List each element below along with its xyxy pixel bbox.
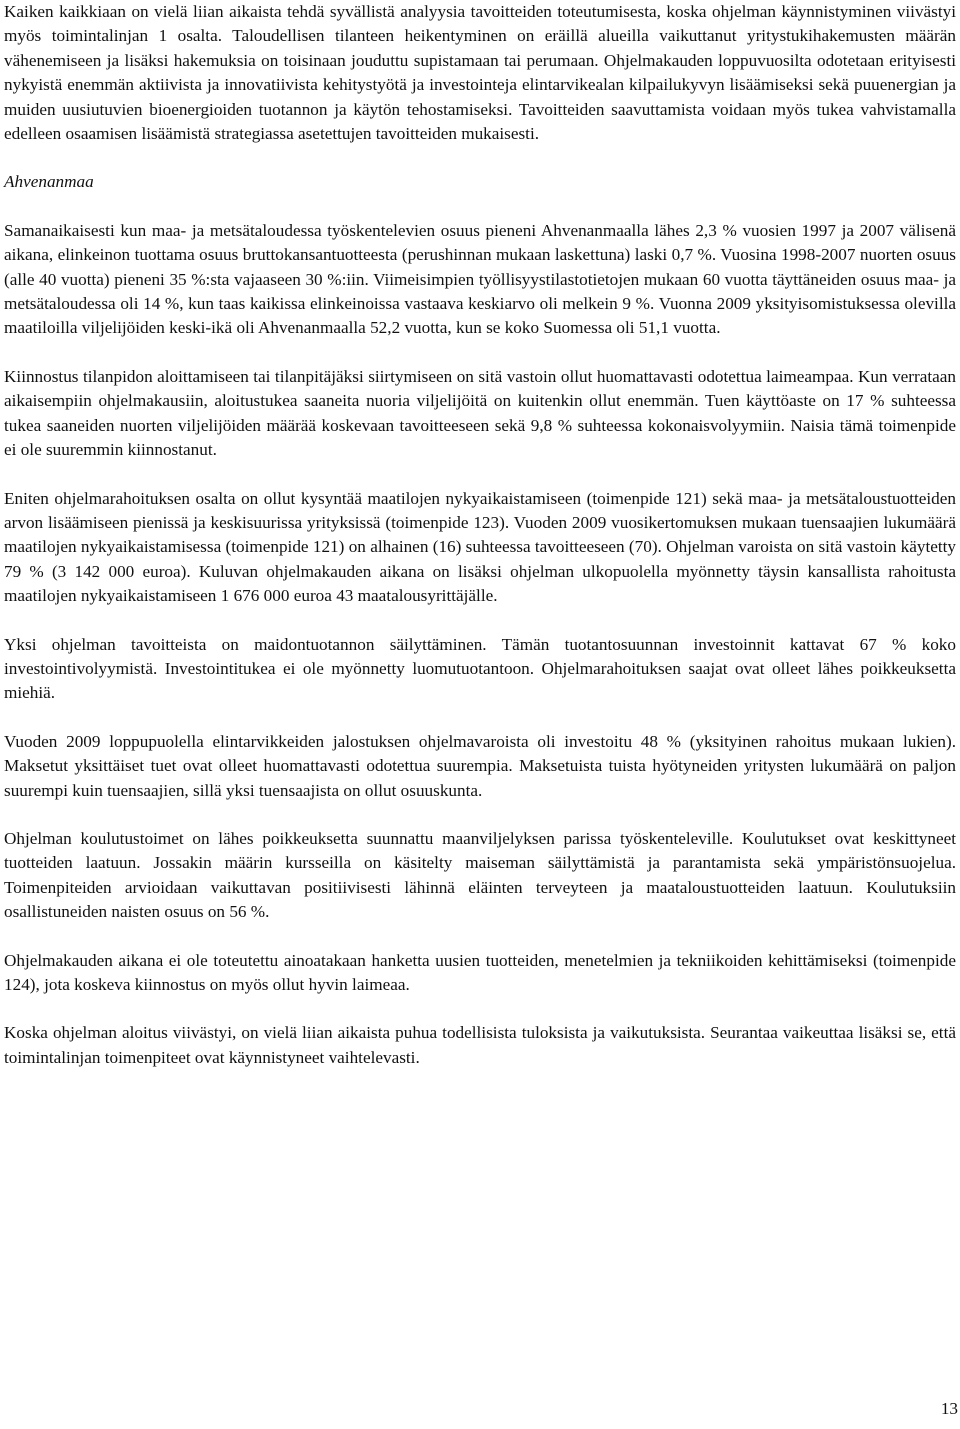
page-number: 13 <box>940 1399 958 1418</box>
paragraph-employment-trends: Samanaikaisesti kun maa- ja metsätaloudessa työskentelevien osuus pieneni Ahvenanmaalla lähes 2,3 % vuosien 1997 ja 2007 välisenä aikana, elinkeinon tuottama osuus bruttokansantuotteesta (perushinnan mukaan laskettuna) laski 0,7 %. Vuosina 1998-2007 nuorten osuus (alle 40 vuotta) pieneni 35 %:sta vajaaseen 30 %:iin. Viimeisimpien työllisyystilastotietojen mukaan 60 vuotta täyttäneiden osuus maa- ja metsätaloudessa oli 14 %, kun taas kaikissa elinkeinoissa vastaava keskiarvo oli melkein 9 %. Vuonna 2009 yksityisomistuksessa olevilla maatiloilla viljelijöiden keski-ikä oli Ahvenanmaalla 52,2 vuotta, kun se koko Suomessa oli 51,1 vuotta. <box>4 220 956 338</box>
paragraph-young-farmers: Kiinnostus tilanpidon aloittamiseen tai tilanpitäjäksi siirtymiseen on sitä vastoin ollut huomattavasti odotettua laimeampaa. Kun verrataan aikaisempiin ohjelmakausiin, aloitustukea saaneita nuoria viljelijöitä on kuitenkin ollut enemmän. Tuen käyttöaste on 17 % suhteessa tukea saaneiden nuorten viljelijöiden määrää koskevaan tavoitteeseen sekä 9,8 % suhteessa kokonaisvolyymiin. Naisia tämä toimenpide ei ole suuremmin kiinnostanut. <box>4 366 956 460</box>
section-heading-ahvenanmaa: Ahvenanmaa <box>4 172 94 192</box>
paragraph-innovation-projects: Ohjelmakauden aikana ei ole toteutettu ainoatakaan hanketta uusien tuotteiden, menetelmien ja tekniikoiden kehittämiseksi (toimenpide 124), jota koskeva kiinnostus on myös ollut hyvin laimeaa. <box>4 950 956 994</box>
paragraph-conclusion: Koska ohjelman aloitus viivästyi, on vielä liian aikaista puhua todellisista tuloksista ja vaikutuksista. Seurantaa vaikeuttaa lisäksi se, että toimintalinjan toimenpiteet ovat käynnistyneet vaihtelevasti. <box>4 1023 956 1067</box>
paragraph-dairy-production: Yksi ohjelman tavoitteista on maidontuotannon säilyttäminen. Tämän tuotantosuunnan investoinnit kattavat 67 % koko investointivolyymistä. Investointitukea ei ole myönnetty luomutuotantoon. Ohjelmarahoituksen saajat ovat olleet lähes poikkeuksetta miehiä. <box>4 634 956 703</box>
document-page <box>4 0 956 1070</box>
paragraph-intro-summary: Kaiken kaikkiaan on vielä liian aikaista tehdä syvällistä analyysia tavoitteiden toteutumisesta, koska ohjelman käynnistyminen viivästyi myös toimintalinjan 1 osalta. Taloudellisen tilanteen heikentyminen on eräillä alueilla vaikuttanut yritystukihakemusten määrän vähenemiseen ja lisäksi hakemuksia on toisinaan jouduttu supistamaan tai perumaan. Ohjelmakauden loppuvuosilta odotetaan erityisesti nykyistä enemmän aktiivista ja innovatiivista kehitystyötä ja investointeja elintarvikealan kilpailukyvyn lisäämiseksi sekä puuenergian ja muiden uusiutuvien bioenergioiden tuotannon ja käytön tehostamiseksi. Tavoitteiden saavuttamista voidaan myös tukea vahvistamalla edelleen osaamisen lisäämistä strategiassa asetettujen tavoitteiden mukaisesti. <box>4 2 956 144</box>
paragraph-funding-demand: Eniten ohjelmarahoituksen osalta on ollut kysyntää maatilojen nykyaikaistamiseen (toimenpide 121) sekä maa- ja metsätaloustuotteiden arvon lisäämiseen pienissä ja keskisuurissa yrityksissä (toimenpide 123). Vuoden 2009 vuosikertomuksen mukaan tuensaajien lukumäärä maatilojen nykyaikaistamisessa (toimenpide 121) on alhainen (16) suhteessa tavoitteeseen (70). Ohjelman varoista on sitä vastoin käytetty 79 % (3 142 000 euroa). Kuluvan ohjelmakauden aikana on lisäksi ohjelman ulkopuolella myönnetty täysin kansallista rahoitusta maatilojen nykyaikaistamiseen 1 676 000 euroa 43 maatalousyrittäjälle. <box>4 488 956 606</box>
paragraph-training-actions: Ohjelman koulutustoimet on lähes poikkeuksetta suunnattu maanviljelyksen parissa työskenteleville. Koulutukset ovat keskittyneet tuotteiden laatuun. Jossakin määrin kursseilla on käsitelty maiseman säilyttämistä ja parantamista sekä ympäristönsuojelua. Toimenpiteiden arvioidaan vaikuttavan positiivisesti lähinnä eläinten terveyteen ja maataloustuotteiden laatuun. Koulutuksiin osallistuneiden naisten osuus on 56 %. <box>4 828 956 922</box>
paragraph-food-processing: Vuoden 2009 loppupuolella elintarvikkeiden jalostuksen ohjelmavaroista oli investoitu 48 % (yksityinen rahoitus mukaan lukien). Maksetut yksittäiset tuet ovat olleet huomattavasti odotettua suurempia. Maksetuista tuista hyötyneiden yritysten lukumäärä on paljon suurempi kuin tuensaajien, sillä yksi tuensaajista on ollut osuuskunta. <box>4 731 956 800</box>
